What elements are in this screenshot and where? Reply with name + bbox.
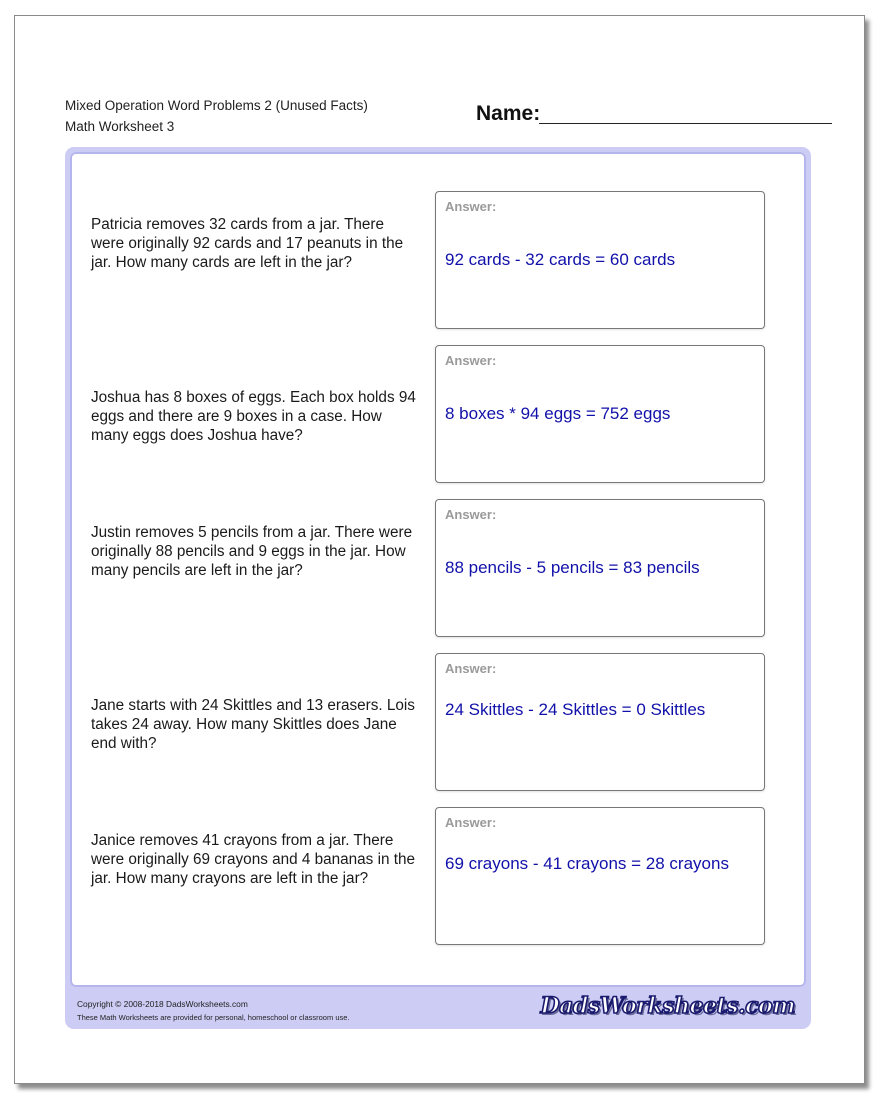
answer-box [435,191,765,329]
answer-box [435,653,765,791]
answer-label: Answer: [445,199,497,214]
problem-text: Patricia removes 32 cards from a jar. There were originally 92 cards and 17 peanuts in the jar. How many cards are left in the jar? [91,216,404,271]
copyright-text: Copyright © 2008-2018 DadsWorksheets.com [77,999,248,1009]
answer-label: Answer: [445,353,497,368]
problem-text: Justin removes 5 pencils from a jar. There were originally 88 pencils and 9 eggs in the jar. How many pencils are left in the jar? [91,524,413,579]
problem-text: Janice removes 41 crayons from a jar. There were originally 69 crayons and 4 bananas in the jar. How many crayons are left in the jar? [91,832,415,887]
problem-text: Joshua has 8 boxes of eggs. Each box holds 94 eggs and there are 9 boxes in a case. How many eggs does Joshua have? [91,389,416,444]
answer-text: 24 Skittles - 24 Skittles = 0 Skittles [445,700,706,719]
worksheet-page [14,15,865,1084]
answer-label: Answer: [445,815,497,830]
dadsworksheets-logo: DadsWorksheets.com [540,993,795,1019]
worksheet-subtitle: Math Worksheet 3 [65,119,175,134]
name-line [539,123,832,124]
worksheet-title: Mixed Operation Word Problems 2 (Unused Facts) [65,98,368,113]
usage-note: These Math Worksheets are provided for personal, homeschool or classroom use. [77,1013,350,1022]
answer-box [435,807,765,945]
answer-box [435,499,765,637]
answer-text: 92 cards - 32 cards = 60 cards [445,250,676,269]
problems-panel [70,152,806,987]
problem-text: Jane starts with 24 Skittles and 13 erasers. Lois takes 24 away. How many Skittles does Jane end with? [91,697,415,752]
answer-text: 88 pencils - 5 pencils = 83 pencils [445,558,700,577]
answer-text: 8 boxes * 94 eggs = 752 eggs [445,404,671,423]
answer-label: Answer: [445,507,497,522]
name-label: Name: [476,102,541,125]
problems-frame [65,147,811,1029]
answer-label: Answer: [445,661,497,676]
answer-box [435,345,765,483]
name-field [476,102,832,128]
answer-text: 69 crayons - 41 crayons = 28 crayons [445,854,729,873]
